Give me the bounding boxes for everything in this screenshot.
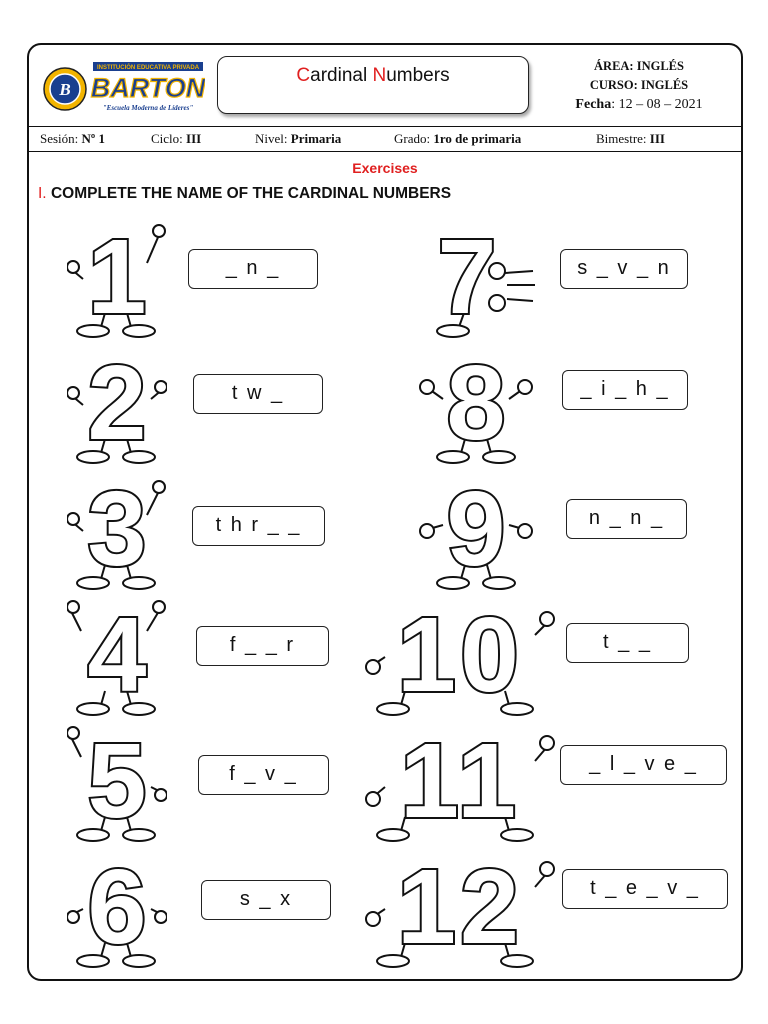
svg-text:8: 8: [446, 344, 506, 462]
fecha-value: : 12 – 08 – 2021: [611, 97, 703, 112]
instruction-number: I.: [38, 185, 47, 202]
svg-text:12: 12: [397, 848, 523, 966]
number-character-6: [67, 843, 167, 969]
svg-text:10: 10: [397, 596, 523, 714]
svg-text:BARTON: BARTON: [90, 73, 205, 103]
answer-box-1[interactable]: _ n _: [188, 249, 318, 289]
fecha-label: Fecha: [575, 97, 612, 112]
title-part: umbers: [386, 65, 450, 86]
answer-box-10[interactable]: t _ _: [566, 623, 689, 663]
course-info: [549, 57, 729, 114]
curso-label: CURSO:: [589, 78, 638, 92]
answer-box-2[interactable]: t w _: [193, 374, 323, 414]
answer-box-8[interactable]: _ i _ h _: [562, 370, 688, 410]
nivel-label: Nivel:: [255, 131, 288, 146]
number-character-5: [67, 717, 167, 843]
svg-text:4: 4: [87, 596, 147, 714]
exercises-title: Exercises: [352, 160, 418, 176]
area-label: ÁREA:: [594, 59, 634, 73]
instruction-text: COMPLETE THE NAME OF THE CARDINAL NUMBERS: [50, 185, 452, 202]
sesion-value: Nº 1: [81, 131, 105, 146]
svg-text:3: 3: [87, 470, 147, 588]
svg-text:2: 2: [87, 344, 147, 462]
grado-label: Grado:: [394, 131, 431, 146]
title-part: ardinal: [310, 65, 373, 86]
svg-text:7: 7: [437, 218, 497, 336]
answer-box-5[interactable]: f _ v _: [198, 755, 329, 795]
svg-text:11: 11: [399, 722, 521, 840]
worksheet-title: [217, 56, 529, 114]
answer-box-4[interactable]: f _ _ r: [196, 626, 329, 666]
svg-text:1: 1: [87, 218, 147, 336]
answer-box-3[interactable]: t h r _ _: [192, 506, 325, 546]
number-character-4: [67, 591, 167, 717]
svg-text:5: 5: [87, 722, 147, 840]
number-character-3: [67, 465, 167, 591]
svg-text:INSTITUCIÓN EDUCATIVA PRIVADA: INSTITUCIÓN EDUCATIVA PRIVADA: [96, 65, 200, 71]
answer-box-9[interactable]: n _ n _: [566, 499, 687, 539]
bimestre-value: III: [649, 131, 665, 146]
answer-box-11[interactable]: _ l _ v e _: [560, 745, 727, 785]
number-character-7: [409, 213, 539, 339]
ciclo-value: III: [186, 131, 202, 146]
number-character-2: [67, 339, 167, 465]
number-character-12: [365, 843, 555, 969]
svg-text:6: 6: [87, 848, 147, 966]
curso-value: INGLÉS: [640, 78, 689, 92]
number-character-9: [409, 465, 539, 591]
sesion-label: Sesión:: [40, 131, 79, 146]
svg-text:9: 9: [446, 470, 506, 588]
instruction-heading: [38, 185, 451, 203]
session-row: [29, 126, 741, 152]
number-character-1: [67, 213, 167, 339]
svg-text:B: B: [59, 80, 71, 99]
barton-logo: [43, 59, 205, 119]
worksheet: [27, 43, 743, 981]
ciclo-label: Ciclo:: [151, 131, 183, 146]
area-value: INGLÉS: [636, 59, 684, 73]
bimestre-label: Bimestre:: [596, 131, 647, 146]
answer-box-12[interactable]: t _ e _ v _: [562, 869, 728, 909]
svg-text:"Escuela Moderna de Líderes": "Escuela Moderna de Líderes": [102, 104, 194, 112]
answer-box-7[interactable]: s _ v _ n: [560, 249, 688, 289]
title-letter-c: C: [296, 65, 311, 86]
nivel-value: Primaria: [290, 131, 342, 146]
title-letter-n: N: [372, 65, 387, 86]
grado-value: 1ro de primaria: [433, 131, 522, 146]
answer-box-6[interactable]: s _ x: [201, 880, 331, 920]
number-character-8: [409, 339, 539, 465]
number-character-10: [365, 591, 555, 717]
number-character-11: [365, 717, 555, 843]
